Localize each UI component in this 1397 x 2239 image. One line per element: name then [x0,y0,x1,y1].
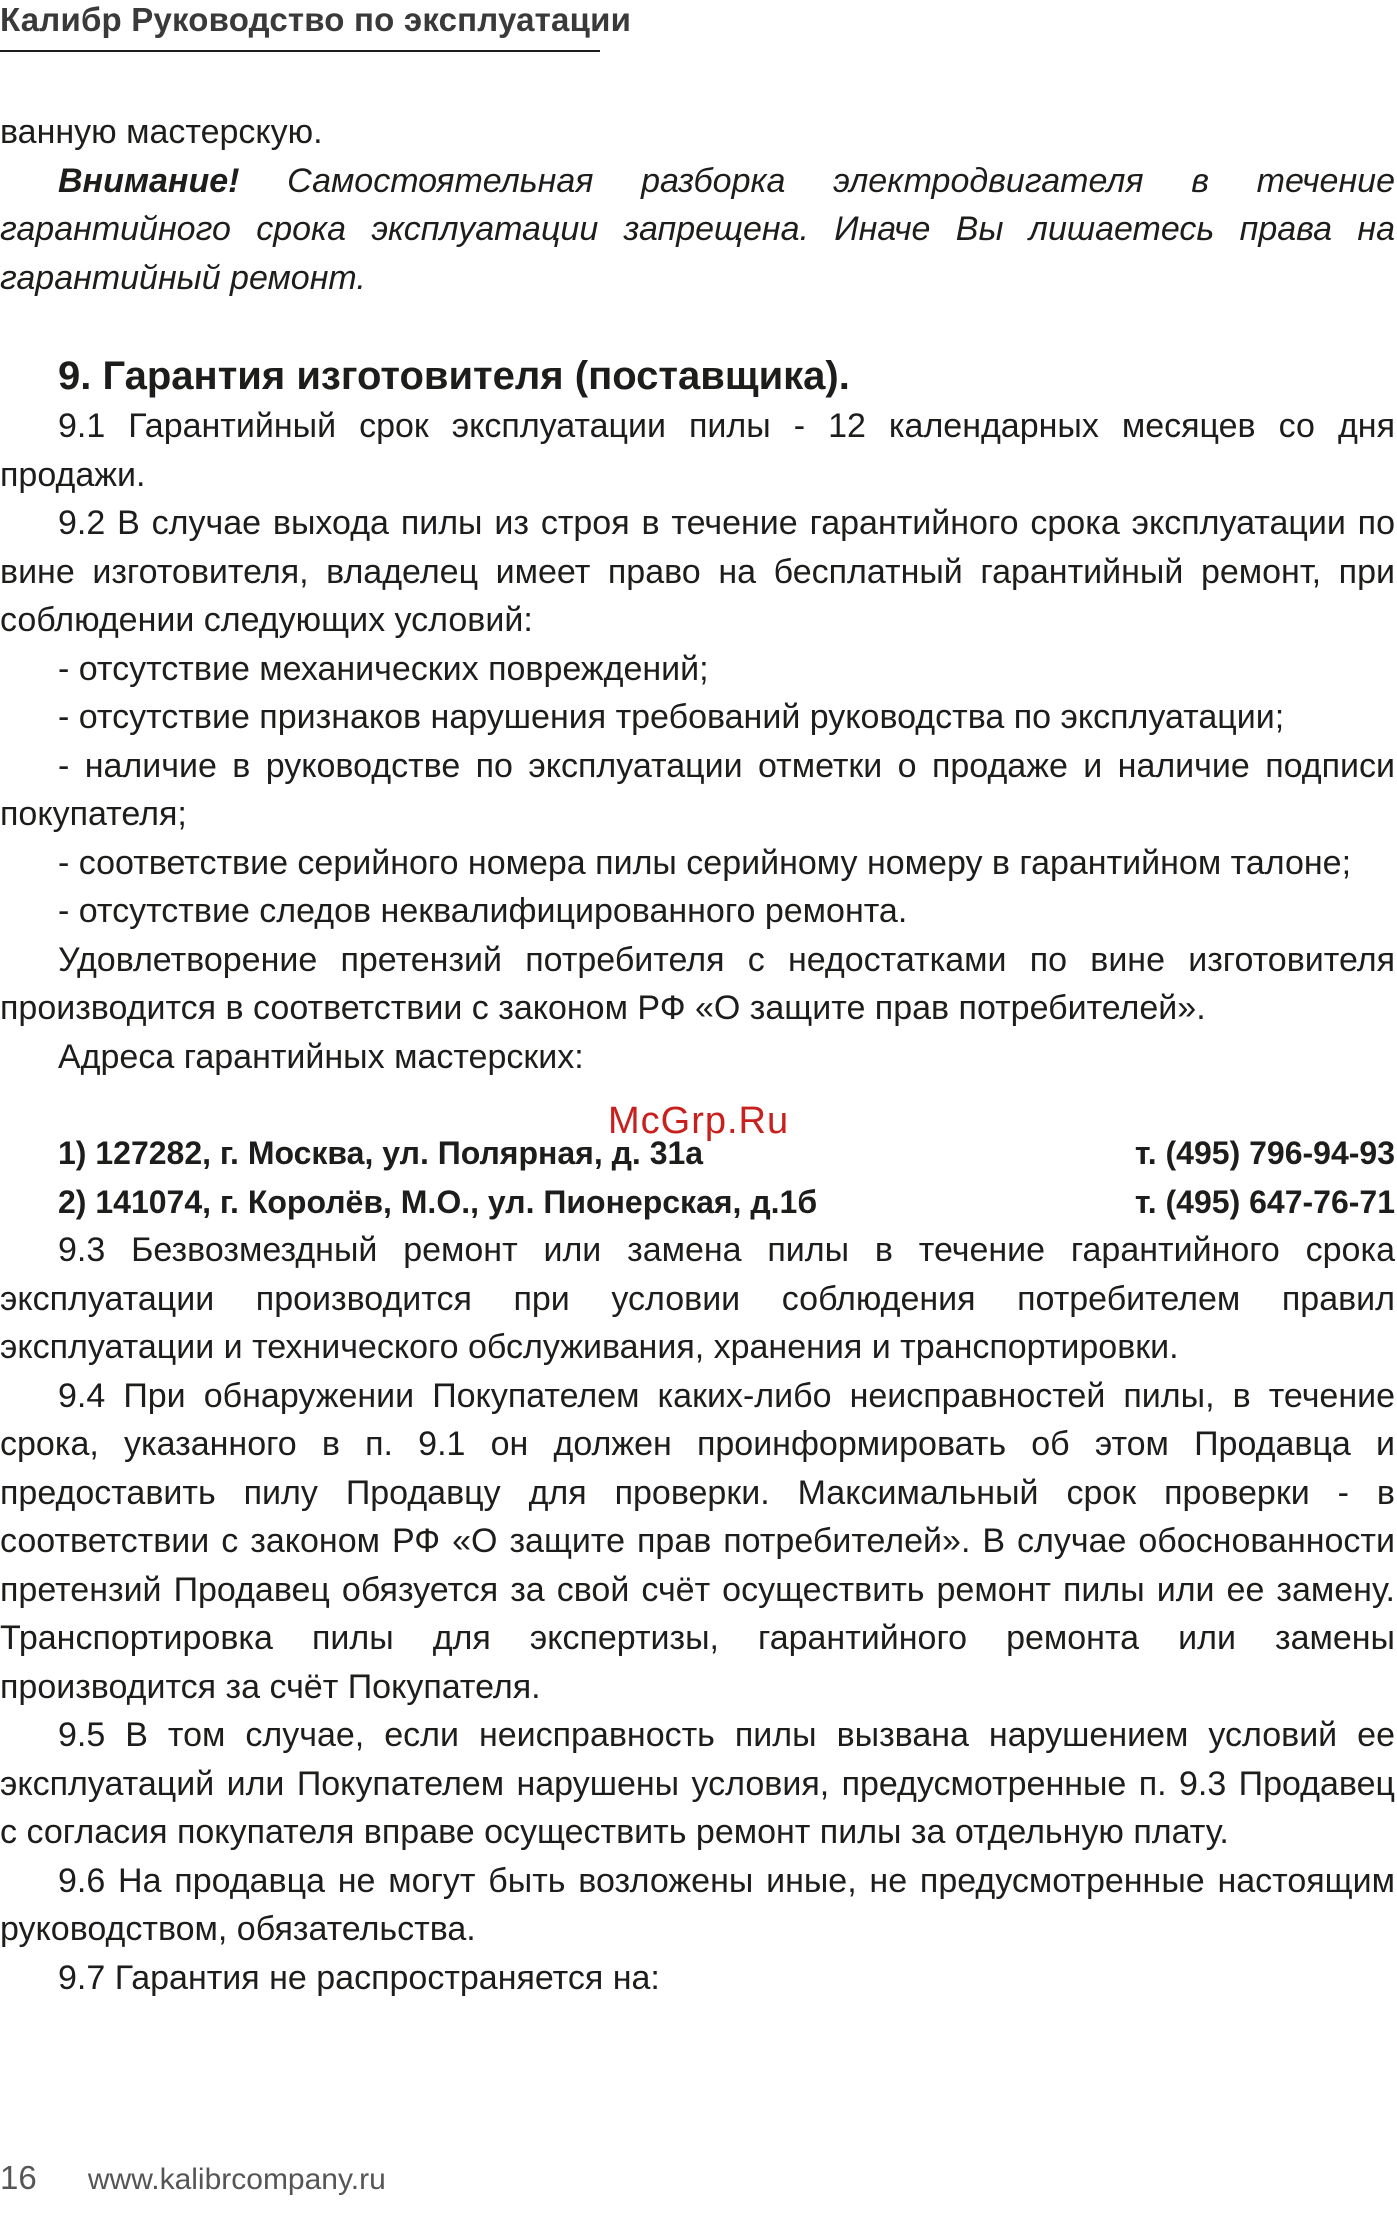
paragraph-9-1: 9.1 Гарантийный срок эксплуатации пилы - 12 календарных месяцев со дня продажи. [0,407,1395,494]
page-footer [0,2158,386,2200]
intro-line: ванную мастерскую. [0,113,323,151]
address-row [0,1178,1395,1227]
warning-text: Самостоятельная разборка электродвигателя в течение гарантийного срока эксплуатации запрещена. Иначе Вы лишаетесь права на гарантийный ремонт. [0,161,1395,297]
page-number: 16 [0,2159,37,2196]
condition-item: - отсутствие следов неквалифицированного ремонта. [58,892,908,930]
claims-paragraph: Удовлетворение претензий потребителя с недостатками по вине изготовителя производится в соответствии с законом РФ «О защите прав потребителей». [0,940,1395,1027]
address-text: 2) 141074, г. Королёв, М.О., ул. Пионерская, д.1б [58,1183,818,1220]
section-heading: 9. Гарантия изготовителя (поставщика). [58,354,850,398]
header-rule [0,50,600,52]
condition-item: - наличие в руководстве по эксплуатации отметки о продаже и наличие подписи покупателя; [0,746,1395,833]
paragraph-9-2: 9.2 В случае выхода пилы из строя в течение гарантийного срока эксплуатации по вине изготовителя, владелец имеет право на бесплатный гарантийный ремонт, при соблюдении следующих условий: [0,504,1395,639]
address-phone: т. (495) 796-94-93 [1134,1135,1395,1171]
warning-label: Внимание! [58,161,240,200]
warning-paragraph [0,157,1395,303]
paragraph-9-5: 9.5 В том случае, если неисправность пилы вызвана нарушением условий ее эксплуатаций или Покупателем нарушены условия, предусмотренные п. 9.3 Продавец с согласия покупателя вправе осуществить ремонт пилы за отдельную плату. [0,1716,1395,1851]
condition-item: - отсутствие признаков нарушения требований руководства по эксплуатации; [58,698,1285,736]
addresses-label: Адреса гарантийных мастерских: [58,1037,584,1076]
running-header-title: Калибр Руководство по эксплуатации [0,1,632,38]
paragraph-9-3: 9.3 Безвозмездный ремонт или замена пилы в течение гарантийного срока эксплуатации производится при условии соблюдения потребителем правил эксплуатации и технического обслуживания, хранения и транспортировки. [0,1231,1395,1366]
paragraph-9-7: 9.7 Гарантия не распространяется на: [58,1958,660,1997]
paragraph-9-6: 9.6 На продавца не могут быть возложены иные, не предусмотренные настоящим руководством, обязательства. [0,1861,1395,1948]
watermark: McGrp.Ru [608,1100,790,1142]
page-body [0,108,1395,2002]
website-link[interactable]: www.kalibrcompany.ru [87,2163,386,2196]
address-phone: т. (495) 647-76-71 [1134,1183,1395,1220]
condition-item: - соответствие серийного номера пилы серийному номеру в гарантийном талоне; [58,843,1352,882]
address-text: 1) 127282, г. Москва, ул. Полярная, д. 31а [58,1135,704,1171]
condition-item: - отсутствие механических повреждений; [58,649,709,688]
paragraph-9-4: 9.4 При обнаружении Покупателем каких-либо неисправностей пилы, в течение срока, указанного в п. 9.1 он должен проинформировать об этом Продавца и предоставить пилу Продавцу для проверки. Максимальный срок проверки - в соответствии с законом РФ «О защите прав потребителей». В случае обоснованности претензий Продавец обязуется за свой счёт осуществить ремонт пилы или ее замену. Транспортировка пилы для экспертизы, гарантийного ремонта или замены производится за счёт Покупателя. [0,1376,1395,1706]
